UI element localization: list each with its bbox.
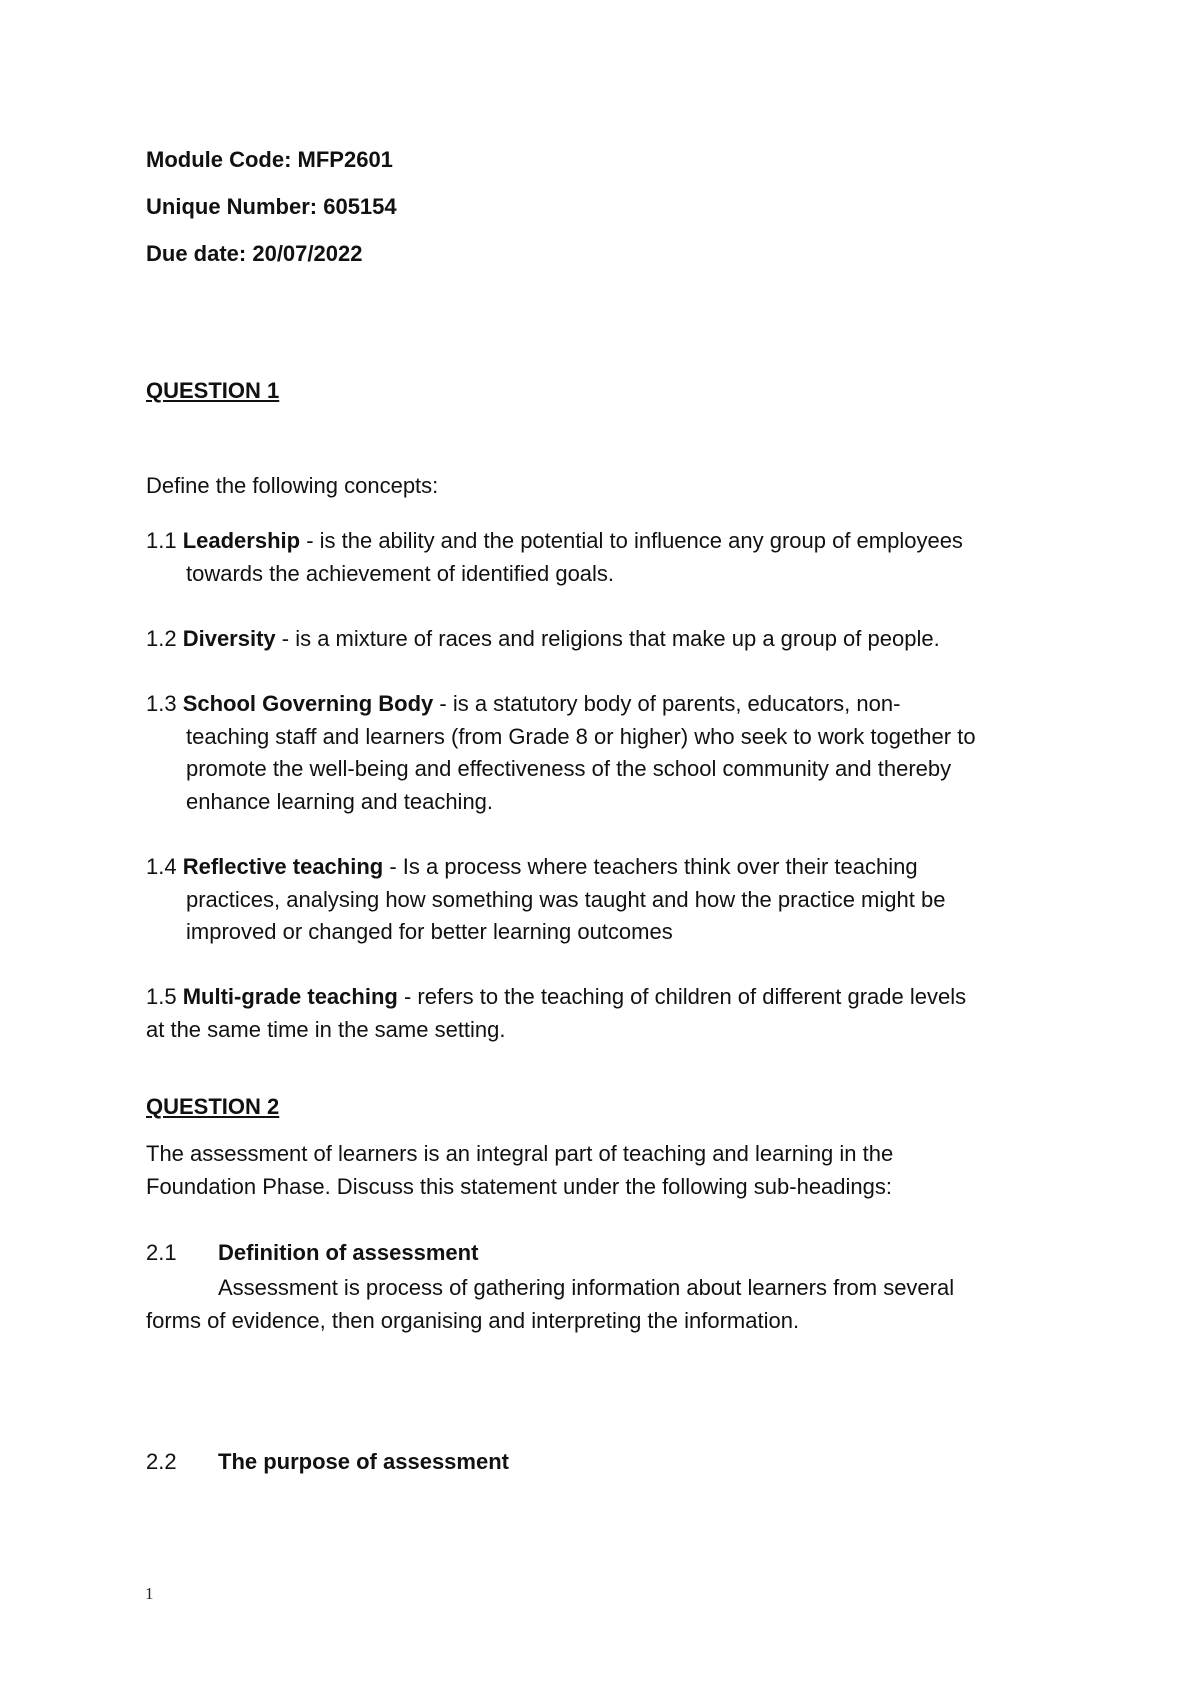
- subheading-2-1: [146, 1237, 478, 1269]
- item-term: Reflective teaching: [182, 854, 384, 879]
- item-term: Leadership: [182, 528, 301, 553]
- page-number: 1: [145, 1584, 154, 1603]
- item-text: promote the well-being and effectiveness of the school community and thereby: [186, 756, 952, 781]
- subheading-number: 2.1: [146, 1240, 177, 1265]
- item-number: 1.3: [146, 691, 183, 716]
- item-text: - is the ability and the potential to influence any group of employees: [300, 528, 963, 553]
- due-date: Due date: 20/07/2022: [146, 241, 363, 266]
- item-text: improved or changed for better learning outcomes: [186, 919, 673, 944]
- definition-1-2: [146, 623, 1076, 656]
- item-term: Multi-grade teaching: [182, 984, 398, 1009]
- unique-number: Unique Number: 605154: [146, 194, 397, 219]
- subheading-2-2: [146, 1446, 509, 1478]
- item-term: Diversity: [182, 626, 276, 651]
- question-2-intro: [146, 1138, 1076, 1203]
- intro-text: Foundation Phase. Discuss this statement under the following sub-headings:: [146, 1173, 892, 1199]
- item-text: enhance learning and teaching.: [186, 788, 494, 814]
- subheading-title: Definition of assessment: [218, 1240, 479, 1265]
- item-number: 1.5: [146, 984, 183, 1009]
- question-2-heading: QUESTION 2: [146, 1094, 280, 1119]
- module-code: Module Code: MFP2601: [146, 147, 393, 172]
- assessment-definition: [146, 1272, 1076, 1337]
- definition-1-5: [146, 981, 1076, 1046]
- item-text: - is a statutory body of parents, educators, non-: [433, 691, 901, 716]
- definition-1-3: [146, 688, 1076, 818]
- intro-text: The assessment of learners is an integral part of teaching and learning in the: [146, 1141, 894, 1166]
- definition-text: forms of evidence, then organising and interpreting the information.: [146, 1307, 800, 1333]
- item-number: 1.4: [146, 854, 183, 879]
- item-text: teaching staff and learners (from Grade 8 or higher) who seek to work together to: [186, 723, 976, 749]
- question-1-heading: QUESTION 1: [146, 378, 280, 403]
- item-text: - is a mixture of races and religions that make up a group of people.: [275, 626, 940, 651]
- item-text: towards the achievement of identified goals.: [186, 560, 615, 586]
- item-text: practices, analysing how something was taught and how the practice might be: [186, 886, 946, 912]
- definition-1-4: [146, 851, 1076, 949]
- definition-text: Assessment is process of gathering information about learners from several: [218, 1275, 955, 1300]
- definition-1-1: [146, 525, 1076, 590]
- item-number: 1.2: [146, 626, 183, 651]
- item-text: at the same time in the same setting.: [146, 1016, 506, 1042]
- item-text: - refers to the teaching of children of different grade levels: [397, 984, 967, 1009]
- item-term: School Governing Body: [182, 691, 434, 716]
- subheading-title: The purpose of assessment: [218, 1449, 509, 1474]
- subheading-number: 2.2: [146, 1449, 177, 1474]
- item-text: - Is a process where teachers think over their teaching: [383, 854, 918, 879]
- item-number: 1.1: [146, 528, 183, 553]
- question-1-intro: Define the following concepts:: [146, 473, 439, 498]
